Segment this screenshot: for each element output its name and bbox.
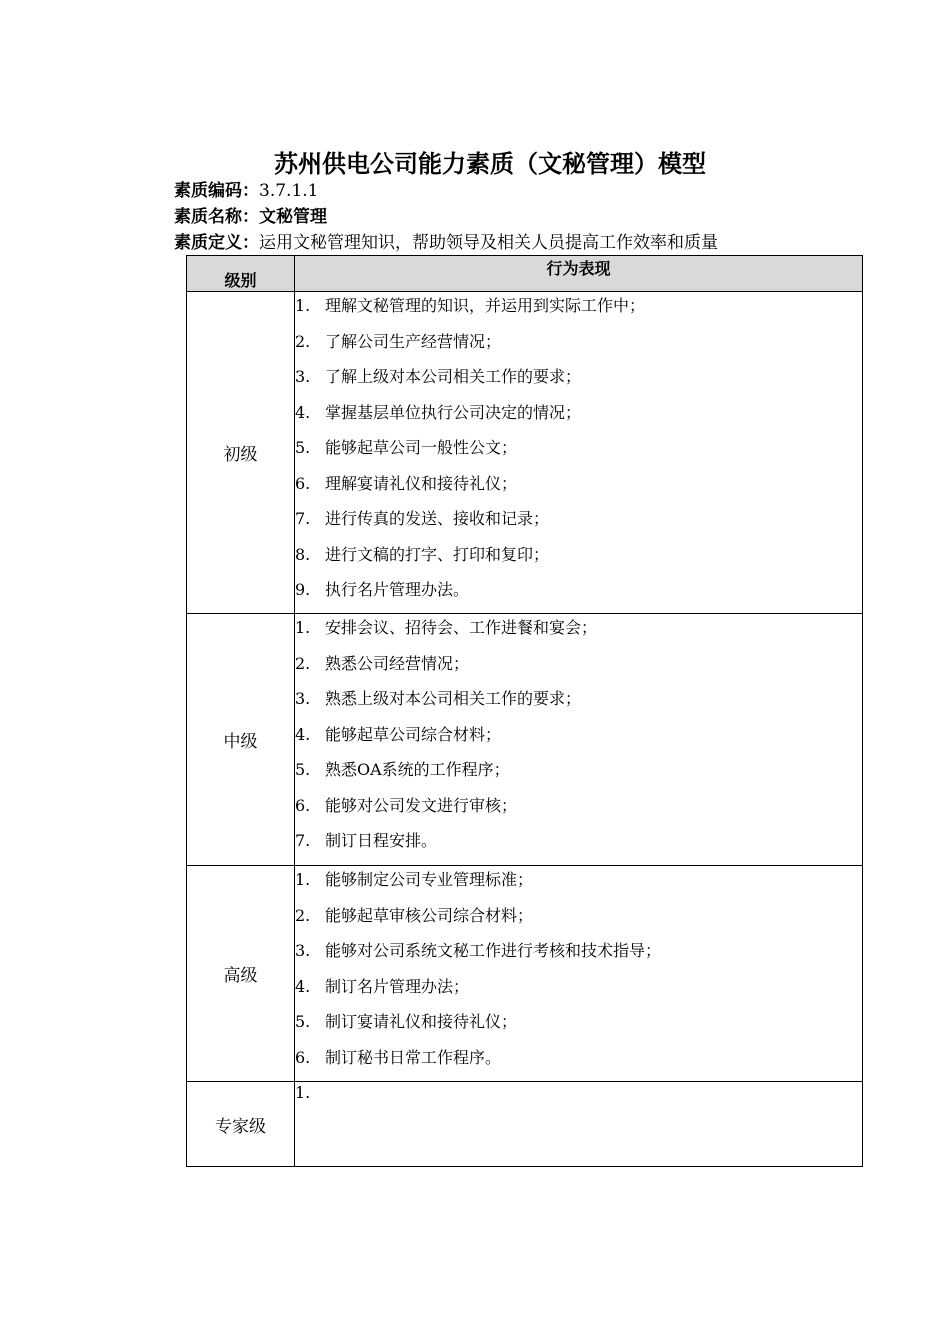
table-row-level-junior <box>187 292 863 614</box>
list-item <box>295 505 862 541</box>
list-item <box>295 399 862 435</box>
behavior-cell <box>295 1082 863 1167</box>
competency-name-label: 素质名称： <box>174 207 259 227</box>
item-number: 6. <box>295 1047 311 1067</box>
item-number: 9. <box>295 580 311 599</box>
item-number: 2. <box>295 905 311 925</box>
item-number: 5. <box>295 760 311 779</box>
list-item <box>295 614 862 650</box>
list-item <box>295 650 862 686</box>
item-text: 理解宴请礼仪和接待礼仪； <box>325 473 518 493</box>
list-item <box>295 827 862 863</box>
list-item <box>295 328 862 364</box>
table-header-row <box>187 256 863 292</box>
item-text: 能够起草公司综合材料； <box>325 724 502 744</box>
item-number: 1. <box>295 1083 311 1102</box>
item-number: 1. <box>295 618 311 637</box>
item-number: 4. <box>295 976 311 996</box>
item-text: 制订秘书日常工作程序。 <box>325 1047 502 1067</box>
table-row-level-expert <box>187 1082 863 1167</box>
behavior-column-header: 行为表现 <box>295 256 863 292</box>
list-item <box>295 756 862 792</box>
level-cell: 初级 <box>187 292 295 614</box>
item-text: 了解公司生产经营情况； <box>325 331 502 351</box>
list-item <box>295 792 862 828</box>
item-text: 熟悉上级对本公司相关工作的要求； <box>325 689 582 708</box>
list-item <box>295 1082 862 1118</box>
list-item <box>295 937 862 973</box>
list-item <box>295 363 862 399</box>
item-number: 6. <box>295 473 311 493</box>
item-number: 5. <box>295 1012 311 1031</box>
item-text: 了解上级对本公司相关工作的要求； <box>325 367 582 386</box>
behavior-list <box>295 614 862 863</box>
item-text: 能够对公司系统文秘工作进行考核和技术指导； <box>325 941 662 960</box>
item-number: 1. <box>295 870 311 889</box>
item-text: 制订名片管理办法； <box>325 976 470 996</box>
list-item <box>295 541 862 577</box>
item-text: 制订日程安排。 <box>325 831 438 850</box>
behavior-cell <box>295 614 863 866</box>
item-text: 能够对公司发文进行审核； <box>325 795 518 815</box>
behavior-list <box>295 1082 862 1118</box>
behavior-cell <box>295 292 863 614</box>
item-text: 执行名片管理办法。 <box>325 580 470 599</box>
level-cell: 中级 <box>187 614 295 866</box>
item-number: 4. <box>295 724 311 744</box>
competency-code-line <box>174 179 318 203</box>
list-item <box>295 721 862 757</box>
item-number: 2. <box>295 653 311 673</box>
list-item <box>295 973 862 1009</box>
competency-code-value: 3.7.1.1 <box>259 181 319 201</box>
item-number: 7. <box>295 509 311 528</box>
item-number: 8. <box>295 544 311 564</box>
competency-code-label: 素质编码： <box>174 181 259 201</box>
item-text: 能够起草审核公司综合材料； <box>325 905 534 925</box>
competency-table <box>186 255 863 1167</box>
competency-definition-line <box>174 231 718 255</box>
item-number: 3. <box>295 367 311 386</box>
list-item <box>295 1044 862 1080</box>
item-text: 制订宴请礼仪和接待礼仪； <box>325 1012 518 1031</box>
page-title: 苏州供电公司能力素质（文秘管理）模型 <box>274 150 706 178</box>
item-text: 掌握基层单位执行公司决定的情况； <box>325 402 582 422</box>
level-cell: 专家级 <box>187 1082 295 1167</box>
list-item <box>295 470 862 506</box>
competency-name-line <box>174 205 327 229</box>
item-number: 6. <box>295 795 311 815</box>
item-number: 4. <box>295 402 311 422</box>
competency-definition-label: 素质定义： <box>174 233 259 253</box>
table-row-level-senior <box>187 866 863 1082</box>
list-item <box>295 1008 862 1044</box>
list-item <box>295 902 862 938</box>
item-text: 进行传真的发送、接收和记录； <box>325 509 550 528</box>
list-item <box>295 685 862 721</box>
table-row-level-intermediate <box>187 614 863 866</box>
item-number: 7. <box>295 831 311 850</box>
level-column-header: 级别 <box>187 256 295 292</box>
behavior-cell <box>295 866 863 1082</box>
item-number: 3. <box>295 689 311 708</box>
list-item <box>295 292 862 328</box>
item-text: 进行文稿的打字、打印和复印； <box>325 544 550 564</box>
item-text: 熟悉公司经营情况； <box>325 653 470 673</box>
item-text: 安排会议、招待会、工作进餐和宴会； <box>325 618 598 637</box>
item-number: 2. <box>295 331 311 351</box>
behavior-list <box>295 292 862 612</box>
list-item <box>295 866 862 902</box>
item-number: 1. <box>295 296 311 315</box>
item-text: 能够制定公司专业管理标准； <box>325 870 534 889</box>
item-text: 能够起草公司一般性公文； <box>325 438 518 457</box>
item-text: 理解文秘管理的知识，并运用到实际工作中； <box>325 296 646 315</box>
competency-definition-value: 运用文秘管理知识，帮助领导及相关人员提高工作效率和质量 <box>259 233 718 253</box>
competency-name-value: 文秘管理 <box>259 207 327 227</box>
behavior-list <box>295 866 862 1079</box>
item-number: 3. <box>295 941 311 960</box>
list-item <box>295 576 862 612</box>
item-text: 熟悉OA系统的工作程序； <box>325 760 510 779</box>
item-number: 5. <box>295 438 311 457</box>
level-cell: 高级 <box>187 866 295 1082</box>
list-item <box>295 434 862 470</box>
